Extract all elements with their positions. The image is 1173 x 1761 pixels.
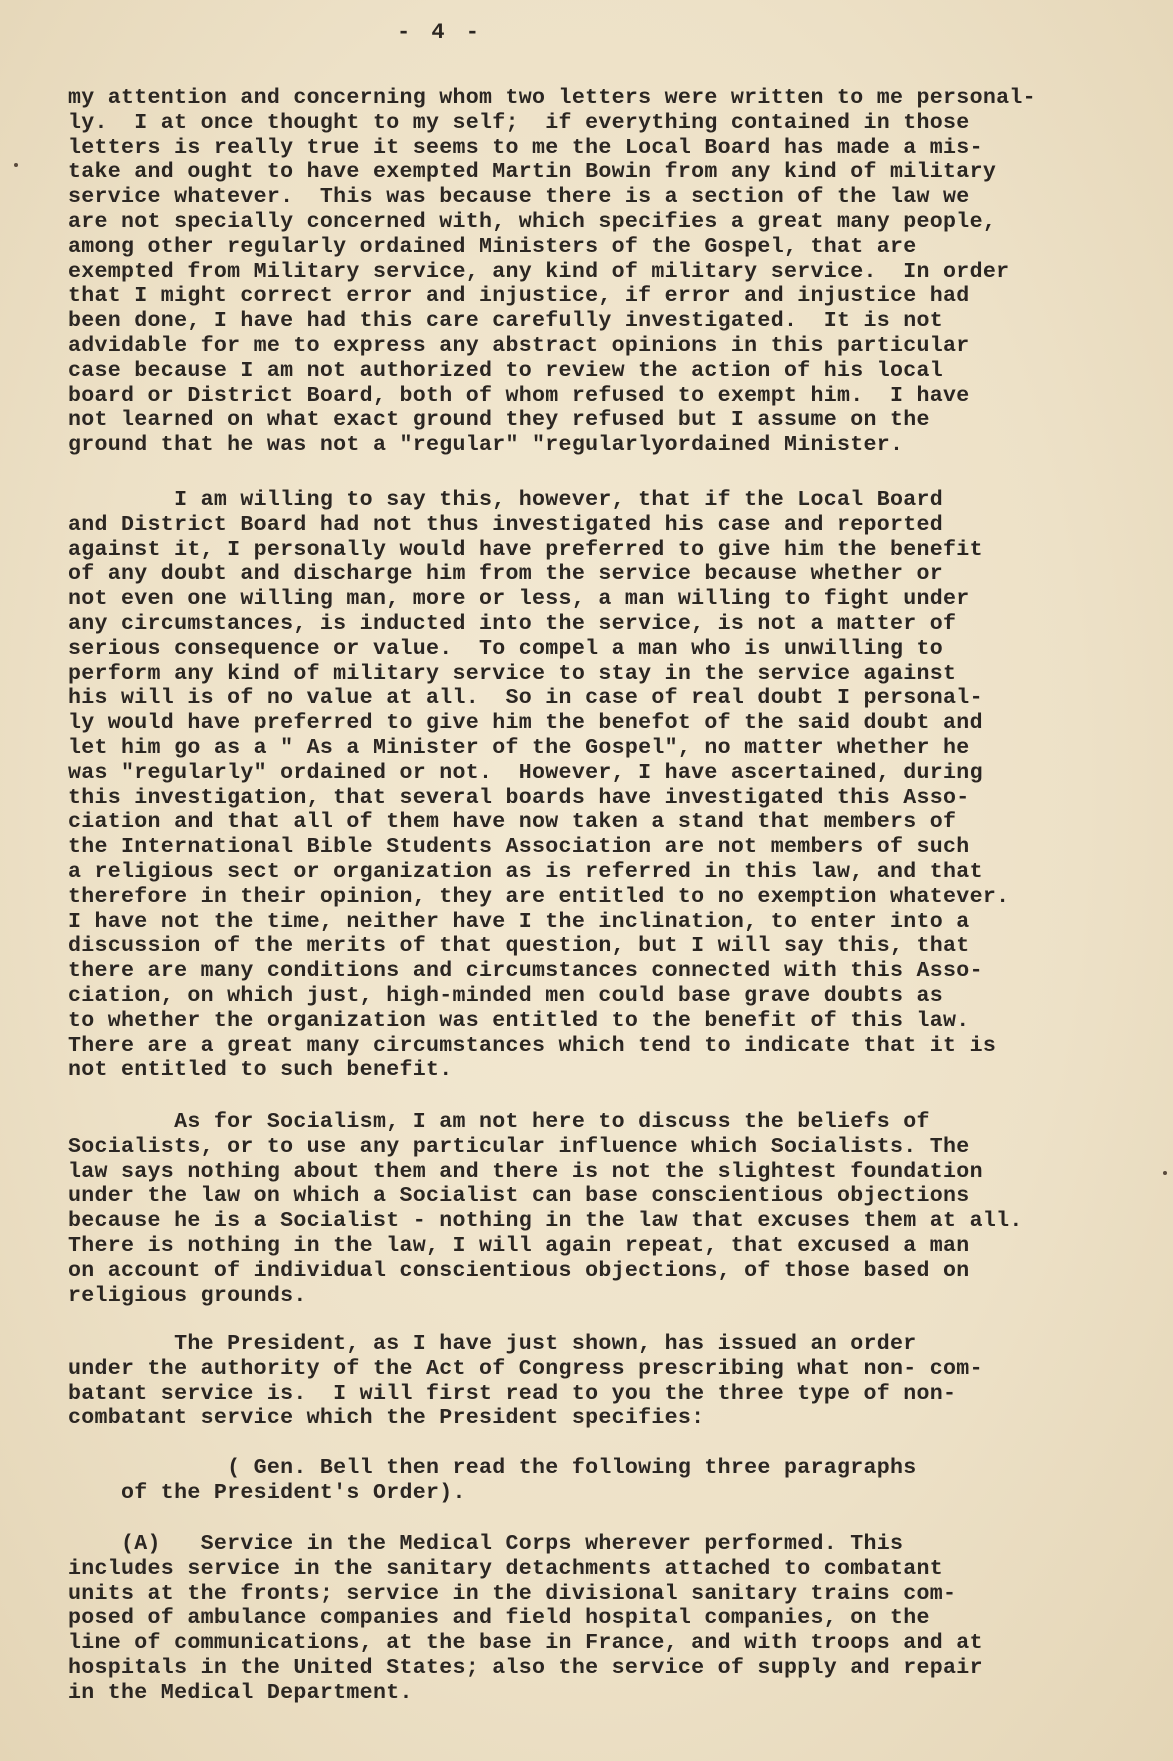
- text-line: discussion of the merits of that question, but I will say this, that: [68, 934, 970, 959]
- text-line: There are a great many circumstances which tend to indicate that it is: [68, 1033, 997, 1058]
- text-line: batant service is. I will first read to you the three type of non-: [68, 1381, 957, 1406]
- text-line: among other regularly ordained Ministers of the Gospel, that are: [68, 234, 917, 259]
- paper-speck: [1163, 1171, 1167, 1175]
- text-line: any circumstances, is inducted into the service, is not a matter of: [68, 611, 957, 636]
- text-line: ciation, on which just, high-minded men could base grave doubts as: [68, 983, 944, 1008]
- text-line: religious grounds.: [68, 1283, 307, 1308]
- text-line: case because I am not authorized to review the action of his local: [68, 358, 944, 383]
- text-line: line of communications, at the base in France, and with troops and at: [68, 1631, 983, 1656]
- text-line: under the law on which a Socialist can base conscientious objections: [68, 1184, 970, 1209]
- text-line: because he is a Socialist - nothing in the law that excuses them at all.: [68, 1209, 1023, 1234]
- text-line: in the Medical Department.: [68, 1680, 413, 1705]
- text-line: There is nothing in the law, I will again repeat, that excused a man: [68, 1233, 970, 1258]
- paragraph-5-note: [68, 1456, 1148, 1506]
- text-line: a religious sect or organization as is referred in this law, and that: [68, 859, 983, 884]
- text-line: therefore in their opinion, they are entitled to no exemption whatever.: [68, 884, 1010, 909]
- text-line: (A) Service in the Medical Corps wherever performed. This: [68, 1532, 904, 1556]
- text-line: of any doubt and discharge him from the service because whether or: [68, 562, 944, 587]
- text-line: posed of ambulance companies and field hospital companies, on the: [68, 1606, 930, 1631]
- paragraph-4: [68, 1332, 1148, 1431]
- text-line: ly. I at once thought to my self; if everything contained in those: [68, 110, 970, 135]
- paragraph-1: [68, 86, 1148, 458]
- paper-speck: [14, 163, 18, 167]
- text-line: law says nothing about them and there is not the slightest foundation: [68, 1159, 983, 1184]
- text-line: not learned on what exact ground they refused but I assume on the: [68, 408, 930, 433]
- page-number: - 4 -: [396, 20, 483, 45]
- text-line: serious consequence or value. To compel a man who is unwilling to: [68, 636, 944, 661]
- text-line: not entitled to such benefit.: [68, 1058, 453, 1083]
- text-line: hospitals in the United States; also the service of supply and repair: [68, 1655, 983, 1680]
- text-line: been done, I have had this care carefully investigated. It is not: [68, 309, 944, 334]
- text-line: not even one willing man, more or less, a man willing to fight under: [68, 587, 970, 612]
- paragraph-6-item-a: [68, 1532, 1148, 1706]
- text-line: exempted from Military service, any kind of military service. In order: [68, 259, 1010, 284]
- paragraph-2: [68, 488, 1148, 1083]
- text-line: the International Bible Students Association are not members of such: [68, 835, 970, 860]
- text-line: under the authority of the Act of Congress prescribing what non- com-: [68, 1356, 983, 1381]
- text-line: against it, I personally would have preferred to give him the benefit: [68, 537, 983, 562]
- text-line: ground that he was not a "regular" "regularlyordained Minister.: [68, 433, 904, 458]
- text-line: advidable for me to express any abstract opinions in this particular: [68, 333, 970, 358]
- text-line: I am willing to say this, however, that if the Local Board: [68, 488, 944, 512]
- text-line: units at the fronts; service in the divisional sanitary trains com-: [68, 1581, 957, 1606]
- text-line: on account of individual conscientious objections, of those based on: [68, 1258, 970, 1283]
- text-line: The President, as I have just shown, has issued an order: [68, 1332, 917, 1356]
- text-line: perform any kind of military service to stay in the service against: [68, 661, 957, 686]
- text-line: I have not the time, neither have I the inclination, to enter into a: [68, 909, 970, 934]
- paragraph-3: [68, 1110, 1148, 1308]
- text-line: there are many conditions and circumstances connected with this Asso-: [68, 959, 983, 984]
- text-line: board or District Board, both of whom refused to exempt him. I have: [68, 383, 970, 408]
- text-line: my attention and concerning whom two letters were written to me personal-: [68, 86, 1036, 110]
- text-line: combatant service which the President specifies:: [68, 1406, 705, 1431]
- text-line: and District Board had not thus investigated his case and reported: [68, 512, 944, 537]
- text-line: was "regularly" ordained or not. However, I have ascertained, during: [68, 760, 983, 785]
- text-line: his will is of no value at all. So in case of real doubt I personal-: [68, 686, 983, 711]
- text-line: includes service in the sanitary detachments attached to combatant: [68, 1556, 944, 1581]
- text-line: that I might correct error and injustice, if error and injustice had: [68, 284, 970, 309]
- text-line: letters is really true it seems to me the Local Board has made a mis-: [68, 135, 983, 160]
- text-line: to whether the organization was entitled to the benefit of this law.: [68, 1008, 970, 1033]
- text-line: are not specially concerned with, which specifies a great many people,: [68, 209, 997, 234]
- text-line: As for Socialism, I am not here to discuss the beliefs of: [68, 1110, 930, 1134]
- text-line: service whatever. This was because there is a section of the law we: [68, 185, 970, 210]
- text-line: take and ought to have exempted Martin Bowin from any kind of military: [68, 160, 997, 185]
- text-line: ciation and that all of them have now taken a stand that members of: [68, 810, 957, 835]
- text-line: of the President's Order).: [68, 1480, 466, 1505]
- text-line: ly would have preferred to give him the benefot of the said doubt and: [68, 711, 983, 736]
- text-line: ( Gen. Bell then read the following three paragraphs: [68, 1456, 917, 1480]
- text-line: let him go as a " As a Minister of the Gospel", no matter whether he: [68, 735, 970, 760]
- text-line: Socialists, or to use any particular influence which Socialists. The: [68, 1134, 970, 1159]
- text-line: this investigation, that several boards have investigated this Asso-: [68, 785, 970, 810]
